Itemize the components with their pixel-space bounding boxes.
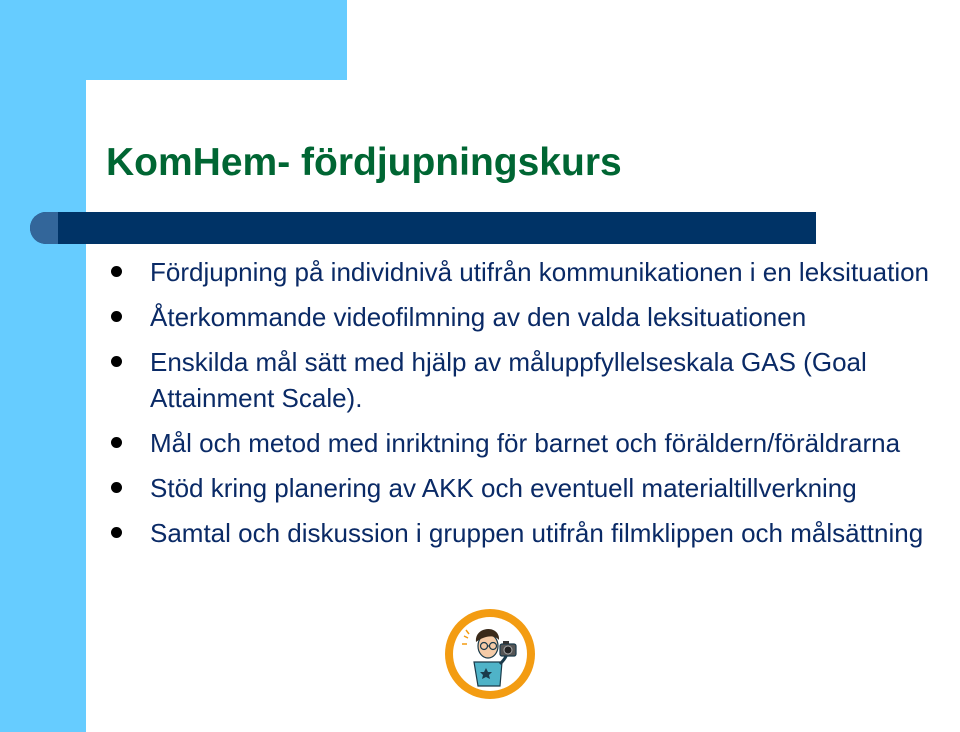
- bullet-dot-icon: [111, 311, 122, 322]
- bullet-item: [110, 425, 960, 461]
- bullet-item: [110, 515, 960, 551]
- bullet-text: Återkommande videofilmning av den valda leksituationen: [150, 302, 807, 332]
- bullet-dot-icon: [111, 437, 122, 448]
- title-divider-bar: [30, 212, 816, 244]
- bullet-list: [110, 254, 960, 560]
- slide-title: KomHem- fördjupningskurs: [106, 141, 622, 184]
- bullet-item: [110, 344, 960, 416]
- bullet-text: Stöd kring planering av AKK och eventuell materialtillverkning: [150, 473, 857, 503]
- background-left-band: [0, 0, 86, 732]
- title-divider-bar-cap: [30, 212, 58, 244]
- bullet-dot-icon: [111, 527, 122, 538]
- bullet-text: Fördjupning på individnivå utifrån kommunikationen i en leksituation: [150, 257, 930, 287]
- background-corner: [86, 80, 126, 120]
- bullet-dot-icon: [111, 266, 122, 277]
- bullet-text: Samtal och diskussion i gruppen utifrån filmklippen och målsättning: [150, 518, 924, 548]
- bullet-item: [110, 470, 960, 506]
- bullet-item: [110, 254, 960, 290]
- bullet-dot-icon: [111, 356, 122, 367]
- bullet-text: Mål och metod med inriktning för barnet och föräldern/föräldrarna: [150, 428, 901, 458]
- bullet-text: Enskilda mål sätt med hjälp av måluppfyllelseskala GAS (Goal Attainment Scale).: [150, 347, 867, 413]
- photographer-clipart: [444, 608, 536, 700]
- bullet-item: [110, 299, 960, 335]
- background-top-band: [0, 0, 347, 80]
- bullet-dot-icon: [111, 482, 122, 493]
